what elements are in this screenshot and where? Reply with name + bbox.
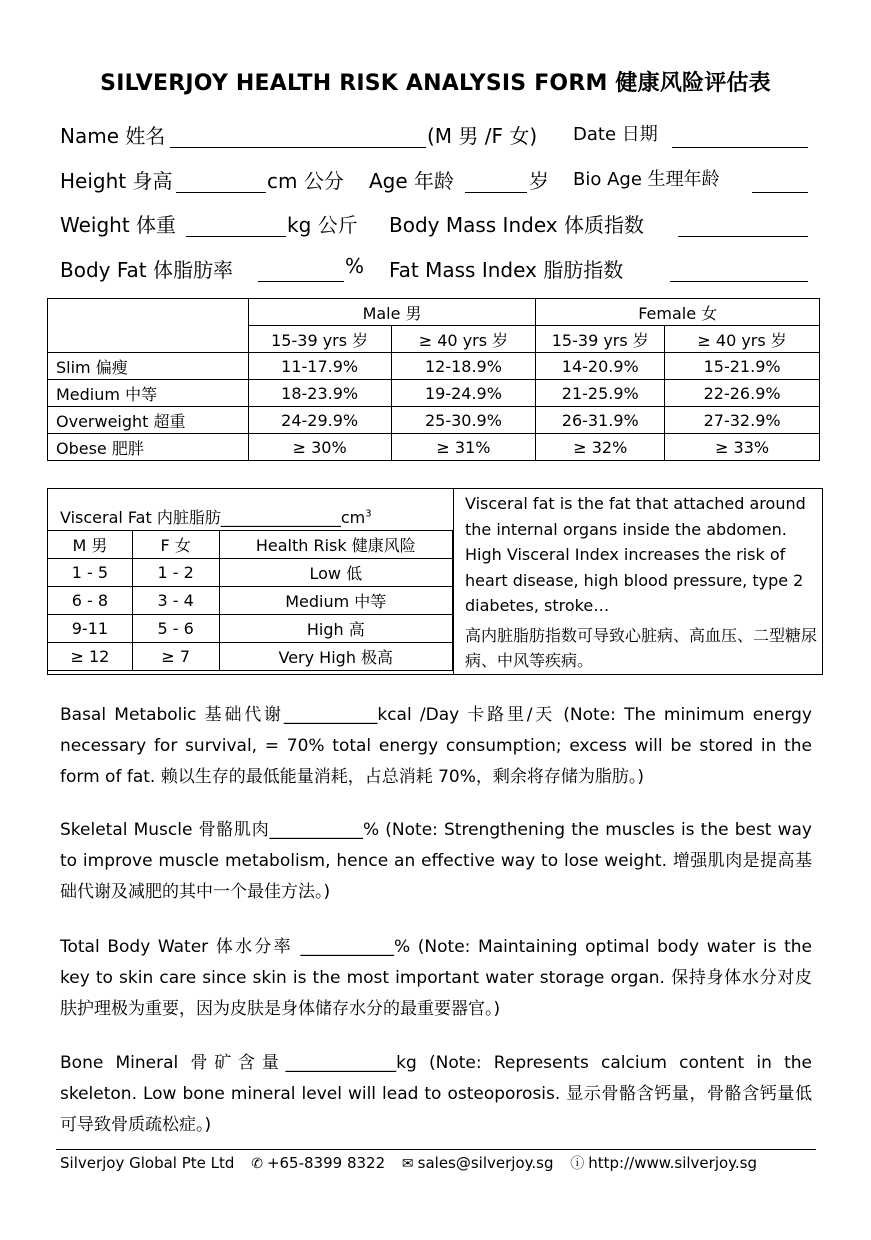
height-unit: cm 公分	[267, 169, 344, 193]
website-link[interactable]: http://www.silverjoy.sg	[588, 1154, 758, 1172]
table-row	[48, 407, 820, 434]
body-fat-unit: %	[345, 254, 365, 278]
visceral-description-en: Visceral fat is the fat that attached around the internal organs inside the abdomen. High Visceral Index increases the risk of heart disease, high blood pressure, type 2 diabetes, stroke…	[465, 494, 806, 615]
table-cell: 21-25.9%	[536, 380, 665, 407]
table-row	[48, 380, 820, 407]
table-cell: 3 - 4	[132, 587, 219, 615]
total-body-water-paragraph: Total Body Water 体水分率 ___________% (Note: Maintaining optimal body water is the key to skin care since skin is the most important water storage organ. 保持身体水分对皮肤护理极为重要，因为皮肤是身体储存水分的最重要器官。)	[60, 937, 812, 1019]
table-cell: 25-30.9%	[391, 407, 536, 434]
visceral-fat-table	[47, 530, 453, 671]
visceral-divider	[453, 488, 454, 675]
table-cell: 11-17.9%	[248, 353, 391, 380]
table-cell: ≥ 33%	[665, 434, 820, 461]
age-group-header: ≥ 40 yrs 岁	[391, 326, 536, 353]
age-label: Age 年龄	[369, 169, 455, 193]
risk-col-header: Health Risk 健康风险	[219, 531, 452, 559]
info-icon: ⓘ	[570, 1156, 585, 1172]
table-cell: 18-23.9%	[248, 380, 391, 407]
row-label: Overweight 超重	[48, 407, 249, 434]
table-cell: 12-18.9%	[391, 353, 536, 380]
height-field[interactable]	[176, 192, 266, 193]
footer-rule	[56, 1149, 816, 1150]
table-cell: ≥ 32%	[536, 434, 665, 461]
table-cell: ≥ 7	[132, 643, 219, 671]
weight-field[interactable]	[186, 236, 286, 237]
age-unit: 岁	[529, 169, 549, 193]
age-group-header: ≥ 40 yrs 岁	[665, 326, 820, 353]
table-cell: Medium 中等	[219, 587, 452, 615]
date-label: Date 日期	[573, 124, 658, 145]
footer	[60, 1153, 761, 1173]
name-label: Name 姓名	[60, 124, 166, 148]
table-row	[48, 587, 453, 615]
company-name: Silverjoy Global Pte Ltd	[60, 1154, 235, 1172]
table-cell: ≥ 31%	[391, 434, 536, 461]
visceral-unit-sup: 3	[365, 508, 372, 520]
date-field[interactable]	[672, 147, 808, 148]
row-label: Obese 肥胖	[48, 434, 249, 461]
table-row	[48, 559, 453, 587]
table-row	[48, 643, 453, 671]
skeletal-muscle-paragraph: Skeletal Muscle 骨骼肌肉___________% (Note: Strengthening the muscles is the best way to improve muscle metabolism, hence an effective way to lose weight. 增强肌肉是提高基础代谢及减肥的其中一个最佳方法。)	[60, 820, 812, 902]
female-col-header: F 女	[132, 531, 219, 559]
age-group-header: 15-39 yrs 岁	[248, 326, 391, 353]
height-label: Height 身高	[60, 169, 173, 193]
body-fat-label: Body Fat 体脂肪率	[60, 258, 233, 282]
bio-age-field[interactable]	[752, 192, 808, 193]
male-header: Male 男	[248, 299, 536, 326]
age-group-header: 15-39 yrs 岁	[536, 326, 665, 353]
weight-label: Weight 体重	[60, 213, 177, 237]
body-fat-field[interactable]	[258, 281, 344, 282]
basal-metabolic-paragraph: Basal Metabolic 基础代谢___________kcal /Day 卡路里/天 (Note: The minimum energy necessary for survival, = 70% total energy consumption; excess will be stored in the form of fat. 赖以生存的最低能量消耗，占总消耗 70%，剩余将存储为脂肪。)	[60, 705, 812, 787]
table-cell: 26-31.9%	[536, 407, 665, 434]
male-col-header: M 男	[48, 531, 133, 559]
name-row	[60, 120, 820, 150]
phone-icon: ✆	[251, 1156, 263, 1172]
table-cell: Very High 极高	[219, 643, 452, 671]
visceral-unit: cm	[340, 508, 366, 527]
table-cell: 27-32.9%	[665, 407, 820, 434]
envelope-icon: ✉	[401, 1156, 414, 1172]
height-row	[60, 165, 820, 195]
table-cell: 1 - 5	[48, 559, 133, 587]
body-fat-row	[60, 254, 820, 284]
table-cell: 22-26.9%	[665, 380, 820, 407]
table-cell: 15-21.9%	[665, 353, 820, 380]
table-cell: Low 低	[219, 559, 452, 587]
phone-number: +65-8399 8322	[266, 1154, 386, 1172]
table-cell: 1 - 2	[132, 559, 219, 587]
table-corner-cell	[48, 299, 249, 353]
name-field[interactable]	[170, 147, 426, 148]
form-title: SILVERJOY HEALTH RISK ANALYSIS FORM 健康风险评估表	[100, 71, 771, 96]
gender-label: (M 男 /F 女)	[427, 124, 538, 148]
age-field[interactable]	[465, 192, 527, 193]
table-cell: 14-20.9%	[536, 353, 665, 380]
visceral-description-cn: 高内脏脂肪指数可导致心脏病、高血压、二型糖尿病、中风等疾病。	[465, 625, 818, 670]
table-cell: 24-29.9%	[248, 407, 391, 434]
bmi-field[interactable]	[678, 236, 808, 237]
table-cell: ≥ 30%	[248, 434, 391, 461]
visceral-description	[465, 491, 817, 674]
visceral-fat-header	[60, 505, 372, 528]
weight-unit: kg 公斤	[287, 213, 358, 237]
table-cell: 9-11	[48, 615, 133, 643]
table-row	[48, 615, 453, 643]
email-link[interactable]: sales@silverjoy.sg	[417, 1154, 554, 1172]
female-header: Female 女	[536, 299, 820, 326]
table-cell: High 高	[219, 615, 452, 643]
table-cell: 6 - 8	[48, 587, 133, 615]
table-cell: ≥ 12	[48, 643, 133, 671]
body-fat-table	[47, 298, 820, 461]
bmi-label: Body Mass Index 体质指数	[389, 213, 644, 237]
table-cell: 19-24.9%	[391, 380, 536, 407]
fmi-field[interactable]	[670, 281, 808, 282]
visceral-fat-label: Visceral Fat 内脏脂肪	[60, 508, 221, 527]
row-label: Medium 中等	[48, 380, 249, 407]
table-row	[48, 353, 820, 380]
visceral-fat-field[interactable]: _______________	[220, 508, 341, 527]
fmi-label: Fat Mass Index 脂肪指数	[389, 258, 624, 282]
table-cell: 5 - 6	[132, 615, 219, 643]
bone-mineral-paragraph: Bone Mineral 骨矿含量_____________kg (Note: Represents calcium content in the skeleton. Low bone mineral level will lead to osteoporosis. 显示骨骼含钙量，骨骼含钙量低可导致骨质疏松症。)	[60, 1053, 812, 1135]
weight-row	[60, 209, 820, 239]
table-row	[48, 434, 820, 461]
bio-age-label: Bio Age 生理年龄	[573, 169, 720, 190]
row-label: Slim 偏瘦	[48, 353, 249, 380]
